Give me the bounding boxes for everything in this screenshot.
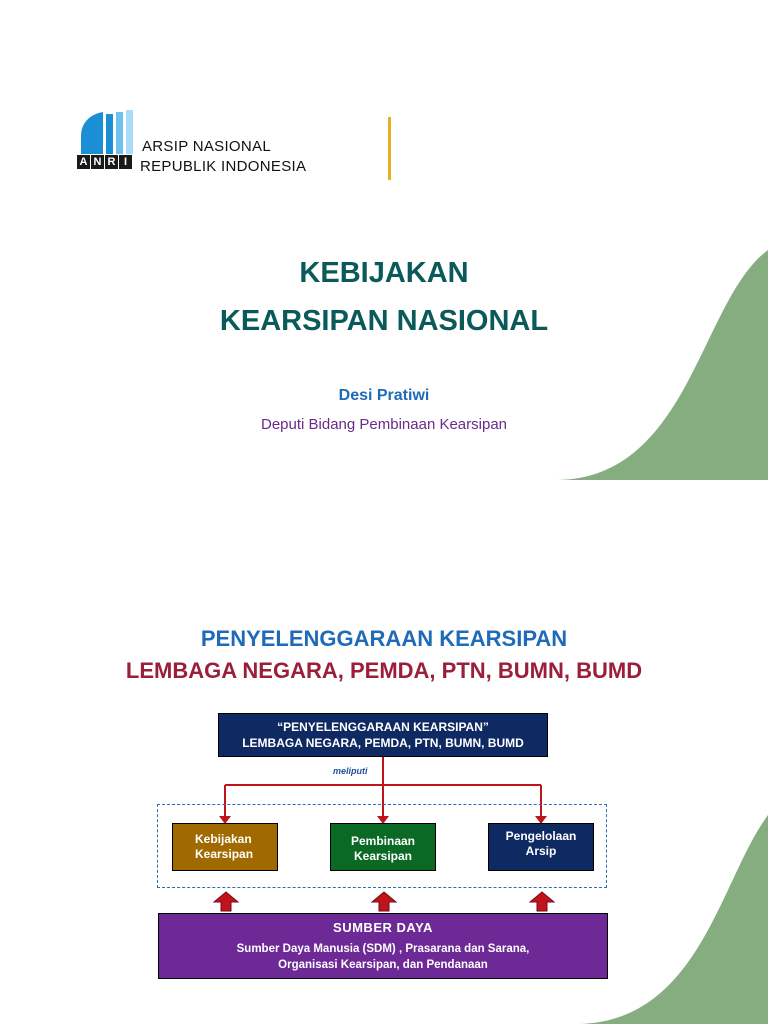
resources-title: SUMBER DAYA: [333, 920, 433, 935]
divider: [388, 117, 391, 180]
logo-mark-icon: [79, 110, 135, 156]
author-position: Deputi Bidang Pembinaan Kearsipan: [261, 416, 507, 433]
box-3-line-1: Pengelolaan: [505, 829, 577, 843]
top-box-line-2: LEMBAGA NEGARA, PEMDA, PTN, BUMN, BUMD: [242, 736, 524, 750]
resources-box: [158, 913, 608, 979]
slide-diagram: [0, 540, 768, 1024]
heading-line-2: LEMBAGA NEGARA, PEMDA, PTN, BUMN, BUMD: [125, 658, 643, 683]
box-2-line-1: Pembinaan: [350, 834, 416, 848]
resources-line-1: Sumber Daya Manusia (SDM) , Prasarana dan Sarana,: [236, 943, 530, 955]
logo-letter: N: [91, 155, 104, 169]
top-box-line-1: “PENYELENGGARAAN KEARSIPAN”: [277, 720, 489, 734]
box-kebijakan: [172, 823, 278, 871]
slide-title: [0, 0, 768, 500]
title-line-1: KEBIJAKAN: [299, 257, 469, 289]
box-2-line-2: Kearsipan: [353, 849, 413, 863]
connector-label: meliputi: [333, 766, 368, 776]
box-1-line-1: Kebijakan: [195, 832, 252, 846]
box-1-line-2: Kearsipan: [195, 847, 254, 861]
logo-letter: R: [105, 155, 118, 169]
box-3-line-2: Arsip: [525, 844, 557, 858]
logo-letters: [77, 155, 133, 169]
title-line-2: KEARSIPAN NASIONAL: [219, 305, 549, 337]
logo-letter: A: [77, 155, 90, 169]
box-pembinaan: [330, 823, 436, 871]
logo-line-2: REPUBLIK INDONESIA: [140, 158, 307, 175]
author-name: Desi Pratiwi: [338, 387, 430, 404]
heading-line-1: PENYELENGGARAAN KEARSIPAN: [200, 626, 568, 651]
logo-line-1: ARSIP NASIONAL: [142, 138, 271, 155]
logo-letter: I: [119, 155, 132, 169]
resources-line-2: Organisasi Kearsipan, dan Pendanaan: [278, 959, 488, 971]
box-pengelolaan: [488, 823, 594, 871]
